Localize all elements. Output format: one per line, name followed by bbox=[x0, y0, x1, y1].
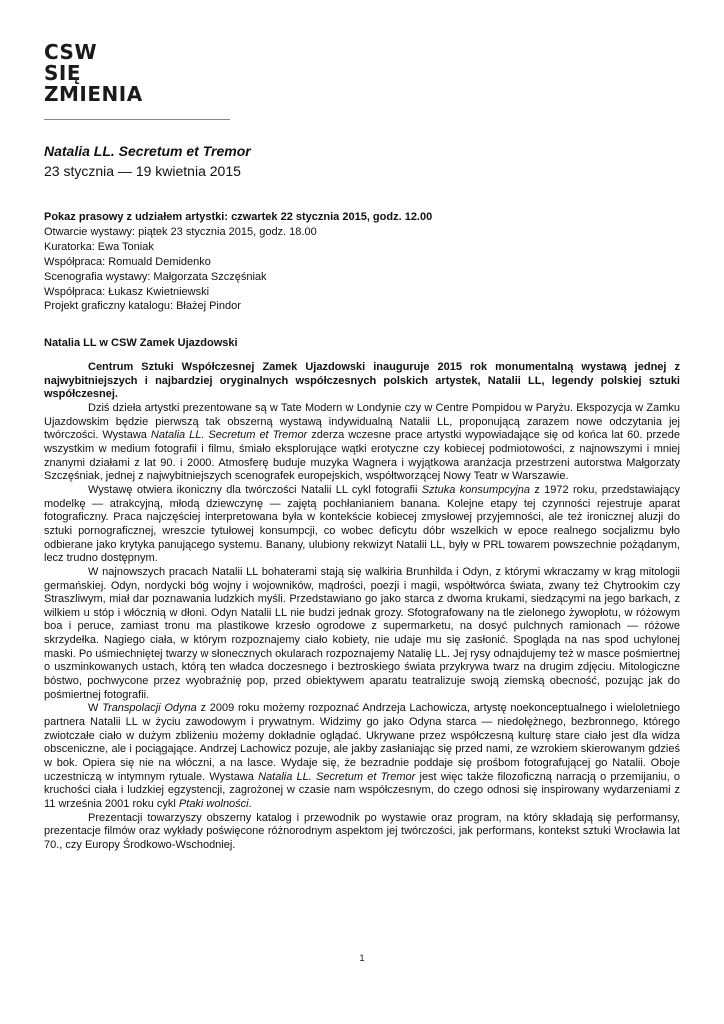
paragraph bbox=[44, 702, 680, 811]
work-title: Sztuka konsumpcyjna bbox=[421, 483, 530, 496]
header-divider bbox=[44, 119, 230, 120]
catalogue-design-info: Projekt graficzny katalogu: Błażej Pindor bbox=[44, 300, 241, 313]
paragraph-text: z 1972 roku, przedstawiający modelkę — atrakcyjną, młodą dziewczynę — zajętą pochłanianiem banana. Kolejne etapy tej czynności rejestruje aparat fotograficzny. Praca najczęściej interpretowana była w kontekście kobiecej zmysłowej przyjemności, ale też ironicznej aluzji do sztuki pornograficznej, wreszcie tytułowej konsumpcji, co wobec deficytu dóbr wszelkich w epoce realnego socjalizmu było odbierane jako krytyka panującego systemu. Banany, ulubiony rekwizyt Natalii LL, były w PRL towarem powszechnie pożądanym, lecz trudno dostępnym. bbox=[44, 483, 680, 565]
scenography-info: Scenografia wystawy: Małgorzata Szczęśniak bbox=[44, 270, 267, 283]
page-number: 1 bbox=[359, 953, 365, 963]
paragraph-text: Wystawę otwiera ikoniczny dla twórczości Natalii LL cykl fotografii bbox=[88, 483, 422, 496]
collaboration-info: Współpraca: Łukasz Kwietniewski bbox=[44, 285, 210, 298]
work-title: Ptaki wolności bbox=[178, 798, 249, 810]
logo-line: ZMIENIA bbox=[44, 82, 143, 106]
opening-info: Otwarcie wystawy: piątek 23 stycznia 2015, godz. 18.00 bbox=[44, 225, 317, 238]
work-title: Transpolacji Odyna bbox=[102, 702, 197, 715]
paragraph-text: zderza wczesne prace artystki wypowiadające się od końca lat 60. przede wszystkim w medium fotografii i filmu, śmiało eksplorujące wątki erotyczne czy kobiecej podmiotowości, z najnowszymi i mniej znanymi działami z lat 90. i 2000. Atmosferę buduje muzyka Wagnera i wyjątkowa aranżacja przestrzeni autorstwa Małgorzaty Szczęśniak, jednej z najwybitniejszych scenografek europejskich, współtworzącej Nowy Teatr w Warszawie. bbox=[44, 429, 680, 483]
paragraph-text: z 2009 roku możemy rozpoznać Andrzeja Lachowicza, artystę noekonceptualnego i wieloletniego partnera Natalii LL w życiu zawodowym i prywatnym. Widzimy go jako Odyna starca — niedołężnego, bezbronnego, którego zwiotczałe ciało w dużym zbliżeniu możemy dokładnie oglądać. Ukrywane przez współczesną kulturę stare ciało jest dla widza obsceniczne, ale i pociągające. Andrzej Lachowicz pozuje, ale jakby zasłaniając się przed nami, ze wzrokiem skierowanym gdzieś w bok. Opiera się nie na włóczni, a na lasce. Wydaje się, że bezradnie poddaje się prośbom fotografującej go Natalii. Oboje uczestniczą w intymnym rytuale. Wystawa bbox=[44, 702, 680, 783]
paragraph: W najnowszych pracach Natalii LL bohaterami stają się walkiria Brunhilda i Odyn, z którymi wkraczamy w krąg mitologii germańskiej. Odyn, nordycki bóg wojny i wojowników, mądrości, poezji i magii, współtwórca świata, zwany też Chytrookim czy Straszliwym, miał dar poznawania ludzkich myśli. Przedstawiano go jako starca z dwoma krukami, siedzącymi na jego barkach, z wilkiem u stóp i włócznią w dłoni. Odyn Natalii LL nie budzi jednak grozy. Sfotografowany na tle zielonego żywopłotu, w różowym boa i peruce, zamiast tronu ma plastikowe krzesło ogrodowe z supermarketu, na dosyć pulchnych ramionach — różowe skrzydełka. Nagiego ciała, w którym rozpoznajemy ciało kobiety, nie udaje mu się zasłonić. Spogląda na nas spod uchylonej maski. Po uśmiechniętej twarzy w słonecznych okularach rozpoznajemy Natalię LL. Jej rysy odnajdujemy też w masce pośmiertnej o uszminkowanych ustach, którą ten władca doczesnego i beztroskiego świata przykrywa twarz na drugim zdjęciu. Mitologiczne bóstwo, pochwycone przez wyobraźnię pop, przed obiektywem aparatu teatralizuje swoją ziemską obecność, pozując jak do pośmiertnej fotografii. bbox=[44, 565, 680, 701]
curator-info: Kuratorka: Ewa Toniak bbox=[44, 240, 154, 253]
exhibition-details bbox=[44, 210, 432, 314]
work-title: Natalia LL. Secretum et Tremor bbox=[258, 770, 416, 783]
article-body bbox=[44, 361, 680, 853]
press-preview: Pokaz prasowy z udziałem artystki: czwartek 22 stycznia 2015, godz. 12.00 bbox=[44, 211, 433, 223]
paragraph-text: Dziś dzieła artystki prezentowane są w Tate Modern w Londynie czy w Centre Pompidou w Paryżu. Ekspozycja w Zamku Ujazdowskim będzie pierwszą tak obszerną wystawą indywidualną Natalii LL, proponującą zarazem nowe odczytania jej twórczości. Wystawa bbox=[44, 401, 680, 442]
work-title: Natalia LL. Secretum et Tremor bbox=[150, 429, 308, 442]
paragraph bbox=[44, 402, 680, 484]
logo-line: SIĘ bbox=[44, 61, 82, 85]
collaboration-info: Współpraca: Romuald Demidenko bbox=[44, 255, 211, 268]
paragraph-text: jest więc także filozoficzną narracją o przemijaniu, o kruchości ciała i ludzkiej egzystencji, zagrożonej w czasie nam współczesnym, do czego odnosi się inspirowany wydarzeniami z 11 września 2001 roku cykl bbox=[44, 770, 681, 810]
paragraph: Prezentacji towarzyszy obszerny katalog i przewodnik po wystawie oraz program, na który składają się performansy, prezentacje filmów oraz wykłady poświęcone różnorodnym aspektom jej twórczości, jak performans, kontekst sztuki Wrocławia lat 70., czy Europy Środkowo-Wschodniej. bbox=[44, 811, 680, 851]
csw-logo bbox=[44, 42, 234, 105]
exhibition-dates: 23 stycznia — 19 kwietnia 2015 bbox=[44, 163, 241, 179]
section-heading: Natalia LL w CSW Zamek Ujazdowski bbox=[44, 337, 238, 349]
lead-paragraph: Centrum Sztuki Współczesnej Zamek Ujazdowski inauguruje 2015 rok monumentalną wystawą jednej z najwybitniejszych i najbardziej oryginalnych współczesnych polskich artystek, Natalii LL, legendy polskiej sztuki współczesnej. bbox=[44, 361, 680, 401]
paragraph-text: W bbox=[88, 702, 103, 715]
paragraph-text: . bbox=[248, 798, 252, 810]
exhibition-title: Natalia LL. Secretum et Tremor bbox=[44, 143, 251, 159]
paragraph bbox=[44, 484, 680, 566]
logo-line: CSW bbox=[44, 40, 98, 64]
